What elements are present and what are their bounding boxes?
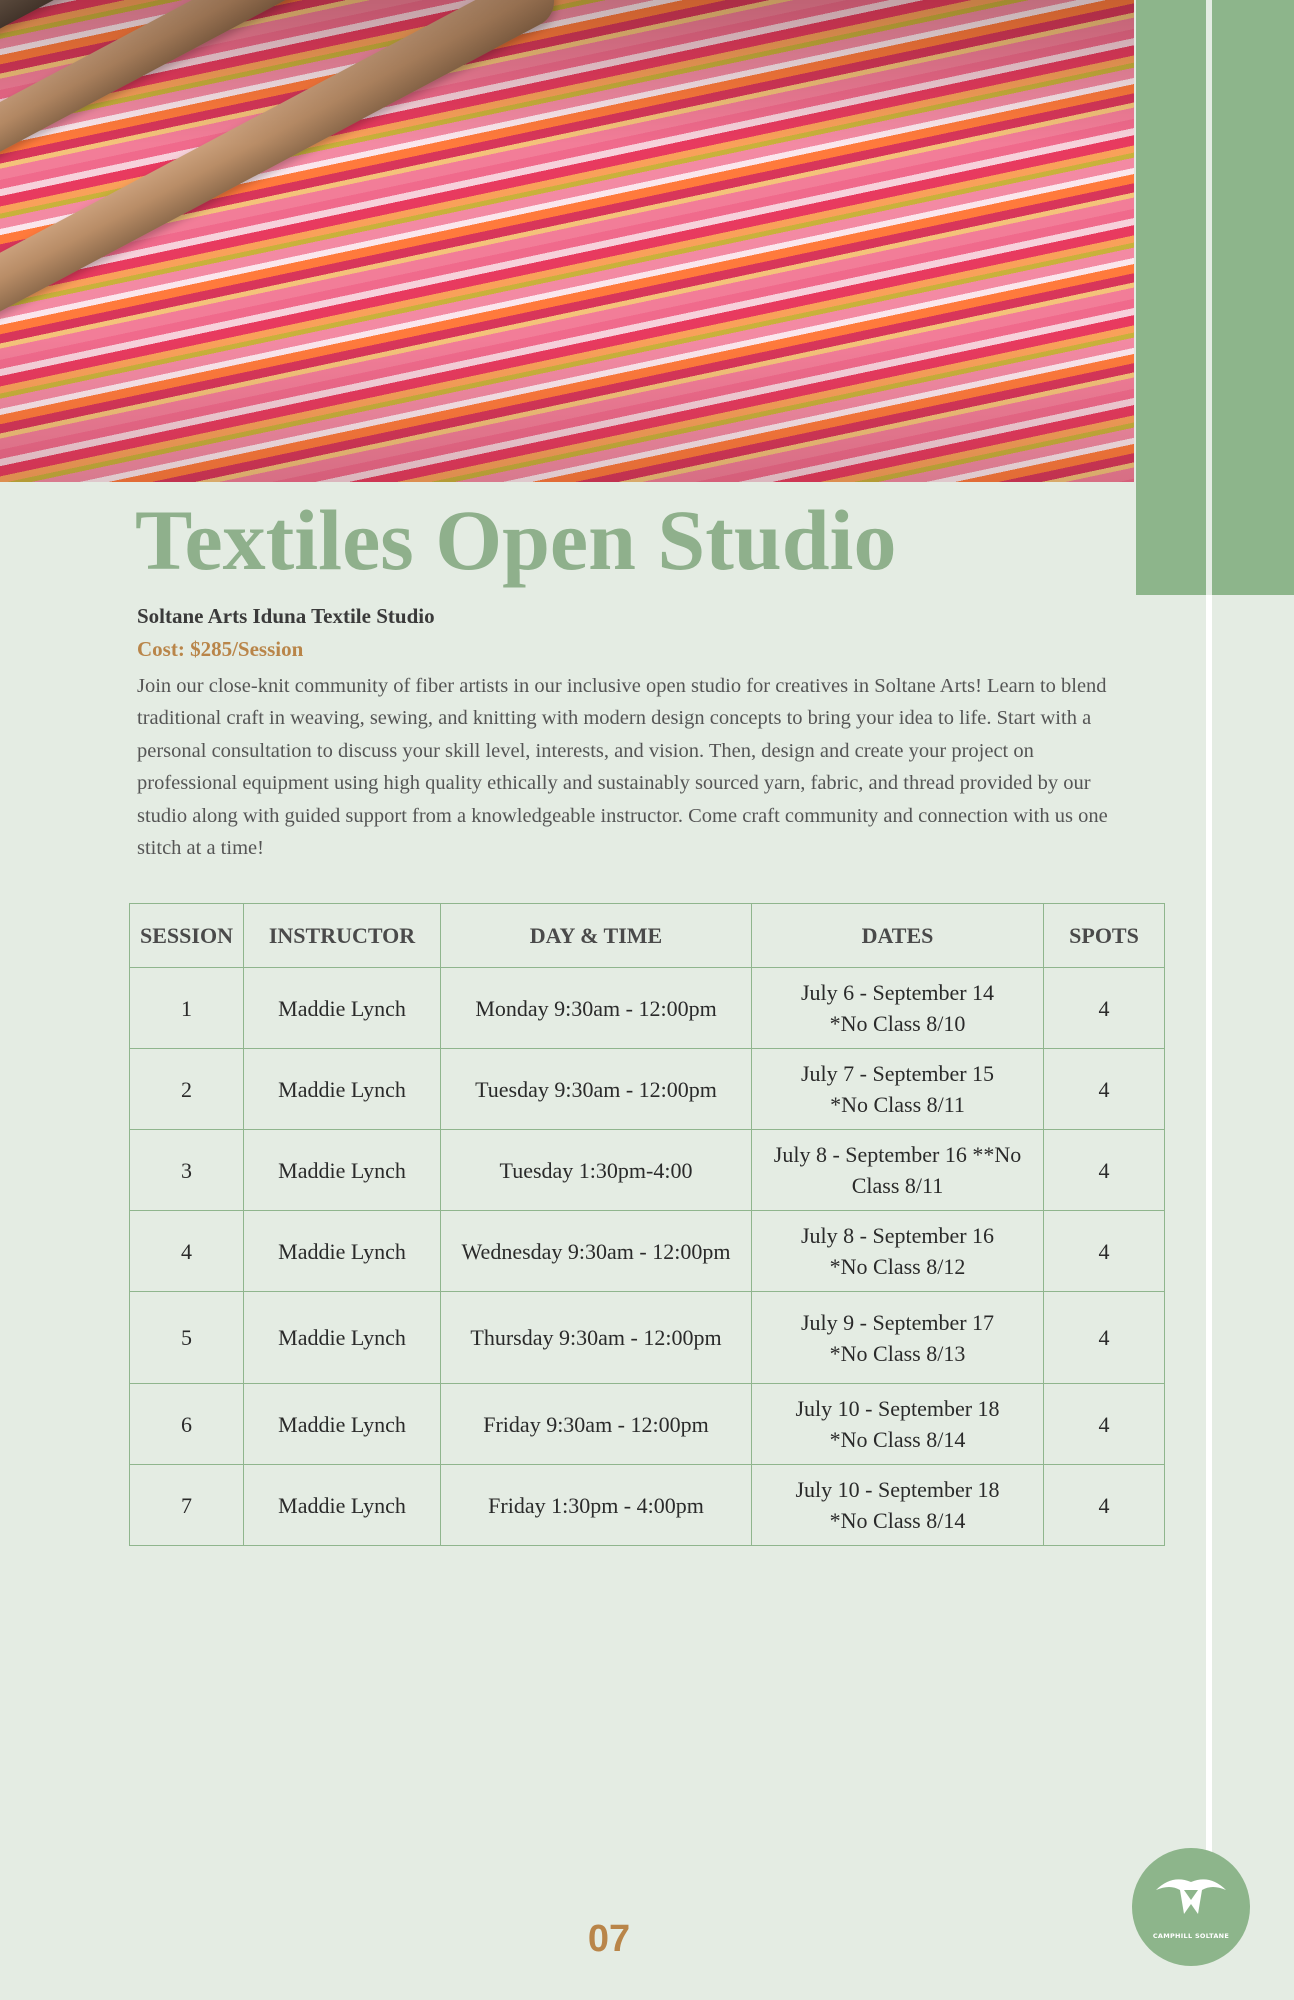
column-header-instructor: INSTRUCTOR — [244, 904, 441, 968]
logo-text: CAMPHILL SOLTANE — [1152, 1932, 1230, 1940]
session-cell: 5 — [130, 1292, 244, 1384]
session-cell: 7 — [130, 1465, 244, 1546]
cost-label: Cost: $285/Session — [137, 637, 304, 661]
column-header-day-time: DAY & TIME — [441, 904, 752, 968]
dates-note: Class 8/11 — [851, 1173, 944, 1198]
dates-range: July 10 - September 18 — [795, 1396, 1000, 1421]
dates-range: July 10 - September 18 — [795, 1477, 1000, 1502]
dates-note: *No Class 8/12 — [829, 1254, 966, 1279]
column-header-spots: SPOTS — [1044, 904, 1165, 968]
bird-emblem-icon — [1152, 1870, 1230, 1926]
session-schedule-table — [129, 903, 1165, 1546]
spots-cell: 4 — [1044, 968, 1165, 1049]
dates-range: July 7 - September 15 — [800, 1061, 995, 1086]
session-cell: 6 — [130, 1384, 244, 1465]
day-time-cell: Wednesday 9:30am - 12:00pm — [441, 1211, 752, 1292]
day-time-cell: Tuesday 1:30pm-4:00 — [441, 1130, 752, 1211]
dates-cell — [752, 1465, 1044, 1546]
table-header-row — [130, 904, 1165, 968]
instructor-cell: Maddie Lynch — [244, 1130, 441, 1211]
dates-cell — [752, 1292, 1044, 1384]
dates-cell — [752, 1049, 1044, 1130]
decorative-vertical-line — [1206, 595, 1212, 1875]
instructor-cell: Maddie Lynch — [244, 1049, 441, 1130]
column-header-session: SESSION — [130, 904, 244, 968]
session-cell: 3 — [130, 1130, 244, 1211]
instructor-cell: Maddie Lynch — [244, 968, 441, 1049]
dates-note: *No Class 8/14 — [829, 1508, 966, 1533]
session-cell: 4 — [130, 1211, 244, 1292]
instructor-cell: Maddie Lynch — [244, 1465, 441, 1546]
dates-note: *No Class 8/14 — [829, 1427, 966, 1452]
table-row — [130, 1292, 1165, 1384]
table-row — [130, 1211, 1165, 1292]
dates-cell — [752, 1211, 1044, 1292]
studio-name: Soltane Arts Iduna Textile Studio — [137, 604, 435, 628]
hero-photo-loom-threads — [0, 0, 1134, 482]
spots-cell: 4 — [1044, 1049, 1165, 1130]
session-cell: 2 — [130, 1049, 244, 1130]
spots-cell: 4 — [1044, 1384, 1165, 1465]
dates-range: July 8 - September 16 — [800, 1223, 995, 1248]
instructor-cell: Maddie Lynch — [244, 1384, 441, 1465]
dates-cell — [752, 1384, 1044, 1465]
decorative-green-bar — [1136, 0, 1206, 595]
dates-note: *No Class 8/13 — [829, 1340, 966, 1366]
photo-shading — [0, 0, 1134, 482]
table-row — [130, 1049, 1165, 1130]
day-time-cell: Monday 9:30am - 12:00pm — [441, 968, 752, 1049]
table-row — [130, 1130, 1165, 1211]
dates-range: July 6 - September 14 — [800, 980, 995, 1005]
session-cell: 1 — [130, 968, 244, 1049]
spots-cell: 4 — [1044, 1292, 1165, 1384]
day-time-cell: Tuesday 9:30am - 12:00pm — [441, 1049, 752, 1130]
dates-cell — [752, 968, 1044, 1049]
spots-cell: 4 — [1044, 1465, 1165, 1546]
dates-note: *No Class 8/10 — [829, 1011, 966, 1036]
day-time-cell: Friday 9:30am - 12:00pm — [441, 1384, 752, 1465]
day-time-cell: Friday 1:30pm - 4:00pm — [441, 1465, 752, 1546]
page-title: Textiles Open Studio — [135, 492, 897, 588]
course-description: Join our close-knit community of fiber artists in our inclusive open studio for creatives in Soltane Arts! Learn to blend traditional craft in weaving, sewing, and knitting with modern design concepts to bring your idea to life. Start with a personal consultation to discuss your skill level, interests, and vision. Then, design and create your project on professional equipment using high quality ethically and sustainably sourced yarn, fabric, and thread provided by our studio along with guided support from a knowledgeable instructor. Come craft community and connection with us one stitch at a time! — [137, 675, 1108, 860]
table-row — [130, 968, 1165, 1049]
dates-note: *No Class 8/11 — [830, 1092, 965, 1117]
column-header-dates: DATES — [752, 904, 1044, 968]
table-row — [130, 1465, 1165, 1546]
dates-range: July 8 - September 16 **No — [773, 1142, 1022, 1167]
day-time-cell: Thursday 9:30am - 12:00pm — [441, 1292, 752, 1384]
spots-cell: 4 — [1044, 1211, 1165, 1292]
spots-cell: 4 — [1044, 1130, 1165, 1211]
dates-range: July 9 - September 17 — [800, 1309, 995, 1335]
page-number: 07 — [587, 1918, 631, 1960]
decorative-green-bar — [1212, 0, 1294, 595]
instructor-cell: Maddie Lynch — [244, 1211, 441, 1292]
instructor-cell: Maddie Lynch — [244, 1292, 441, 1384]
table-row — [130, 1384, 1165, 1465]
dates-cell — [752, 1130, 1044, 1211]
camphill-soltane-logo — [1132, 1848, 1250, 1966]
